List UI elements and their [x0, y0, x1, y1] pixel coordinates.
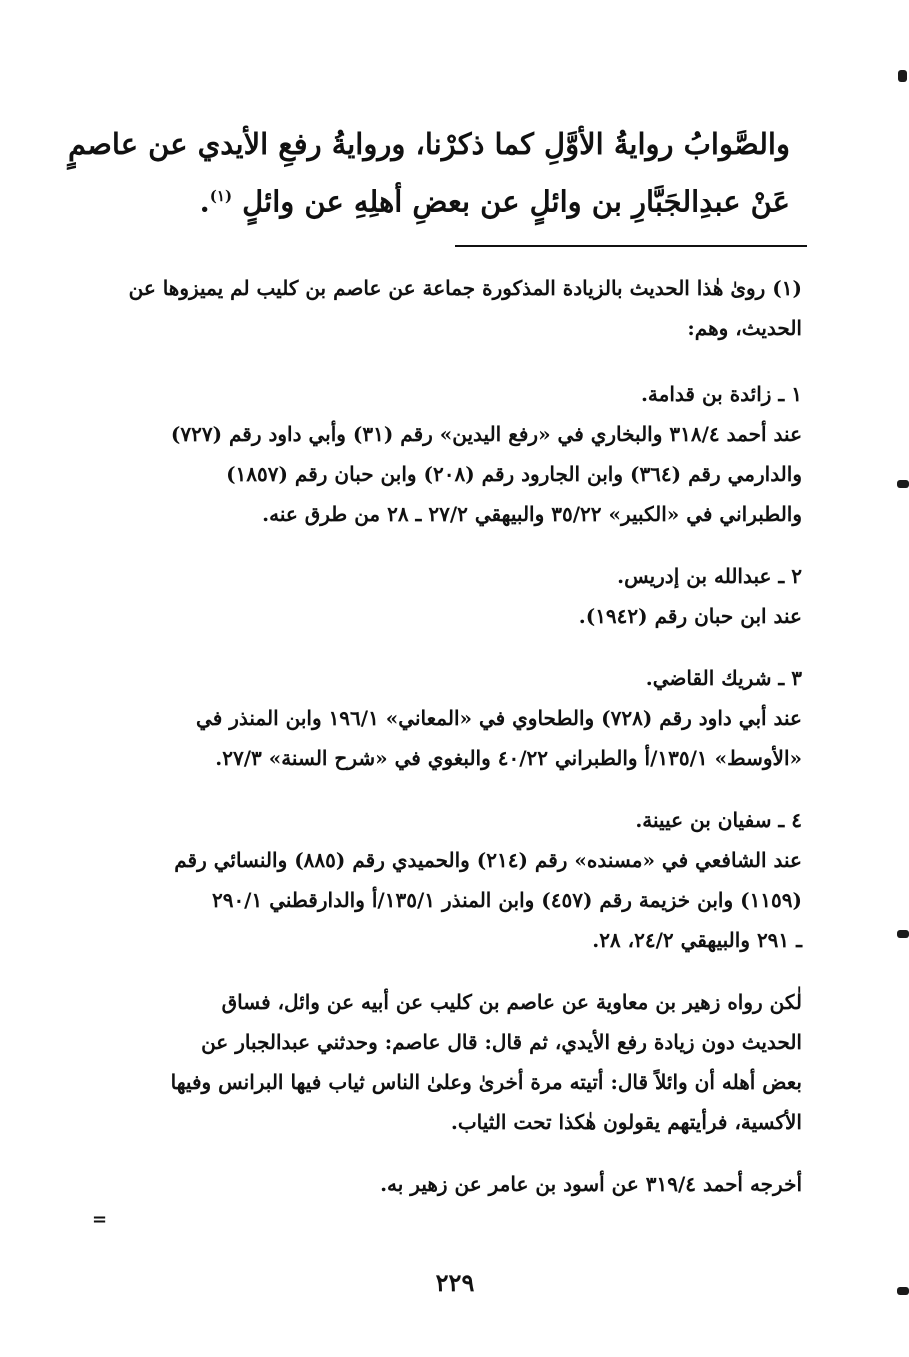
narrator-item: [112, 800, 802, 960]
paragraph-line: الحديث دون زيادة رفع الأيدي، ثم قال: قال عاصم: وحدثني عبدالجبار عن: [201, 1030, 802, 1054]
citation-line: عند ابن حبان رقم (١٩٤٢).: [578, 604, 802, 628]
narrator-item: [112, 556, 802, 636]
end-punctuation: .: [199, 184, 210, 219]
page-number: ٢٢٩: [435, 1268, 475, 1297]
final-citation: [112, 1164, 802, 1204]
paragraph-line: بعض أهله أن وائلاً قال: أتيته مرة أخرىٰ وعلىٰ الناس ثياب فيها البرانس وفيها: [170, 1070, 802, 1094]
continuation-mark: =: [92, 1209, 108, 1230]
margin-mark: [898, 70, 907, 82]
narrator-title: ١ ـ زائدة بن قدامة.: [640, 382, 802, 406]
main-text: [67, 118, 790, 228]
citation-line: «الأوسط» ١٣٥/١/أ والطبراني ٤٠/٢٢ والبغوي في «شرح السنة» ٢٧/٣.: [215, 746, 802, 770]
paragraph-line: لٰكن رواه زهير بن معاوية عن عاصم بن كليب عن أبيه عن وائل، فساق: [221, 990, 802, 1014]
paragraph-line: الأكسية، فرأيتهم يقولون هٰكذا تحت الثياب.: [450, 1110, 802, 1134]
margin-mark: [897, 930, 909, 938]
main-line-text: عَنْ عبدِالجَبَّارِ بن وائلٍ عن بعضِ أهلِهِ عن وائلٍ: [242, 184, 790, 219]
footnote-intro: [112, 268, 802, 348]
margin-mark: [897, 1287, 909, 1295]
citation-line: (١١٥٩) وابن خزيمة رقم (٤٥٧) وابن المنذر ١٣٥/١/أ والدارقطني ٢٩٠/١: [211, 888, 802, 912]
citation-line: والدارمي رقم (٣٦٤) وابن الجارود رقم (٢٠٨) وابن حبان رقم (١٨٥٧): [226, 462, 802, 486]
main-line: والصَّوابُ روايةُ الأوَّلِ كما ذكرْنا، وروايةُ رفعِ الأيدي عن عاصمٍ: [67, 127, 790, 161]
footnote-section: [112, 268, 802, 1204]
narrator-item: [112, 374, 802, 534]
citation-line: عند أحمد ٣١٨/٤ والبخاري في «رفع اليدين» رقم (٣١) وأبي داود رقم (٧٢٧): [170, 422, 802, 446]
footnote-reference: (١): [209, 187, 233, 205]
narrator-title: ٢ ـ عبدالله بن إدريس.: [617, 564, 802, 588]
citation-line: والطبراني في «الكبير» ٣٥/٢٢ والبيهقي ٢٧/٢ ـ ٢٨ من طرق عنه.: [262, 502, 802, 526]
closing-paragraph: [112, 982, 802, 1142]
citation-line: عند الشافعي في «مسنده» رقم (٢١٤) والحميدي رقم (٨٨٥) والنسائي رقم: [174, 848, 802, 872]
margin-mark: [897, 480, 909, 488]
paragraph-line: أخرجه أحمد ٣١٩/٤ عن أسود بن عامر عن زهير به.: [380, 1172, 802, 1196]
narrator-item: [112, 658, 802, 778]
main-line-2: [90, 170, 790, 228]
footnote-separator: [455, 245, 807, 247]
footnote-line: الحديث، وهم:: [687, 316, 802, 340]
narrator-title: ٤ ـ سفيان بن عيينة.: [635, 808, 802, 832]
citation-line: عند أبي داود رقم (٧٢٨) والطحاوي في «المعاني» ١٩٦/١ وابن المنذر في: [196, 706, 802, 730]
citation-line: ـ ٢٩١ والبيهقي ٢٤/٢، ٢٨.: [592, 928, 802, 952]
footnote-line: (١) روىٰ هٰذا الحديث بالزيادة المذكورة جماعة عن عاصم بن كليب لم يميزوها عن: [128, 276, 802, 300]
narrator-title: ٣ ـ شريك القاضي.: [645, 666, 802, 690]
